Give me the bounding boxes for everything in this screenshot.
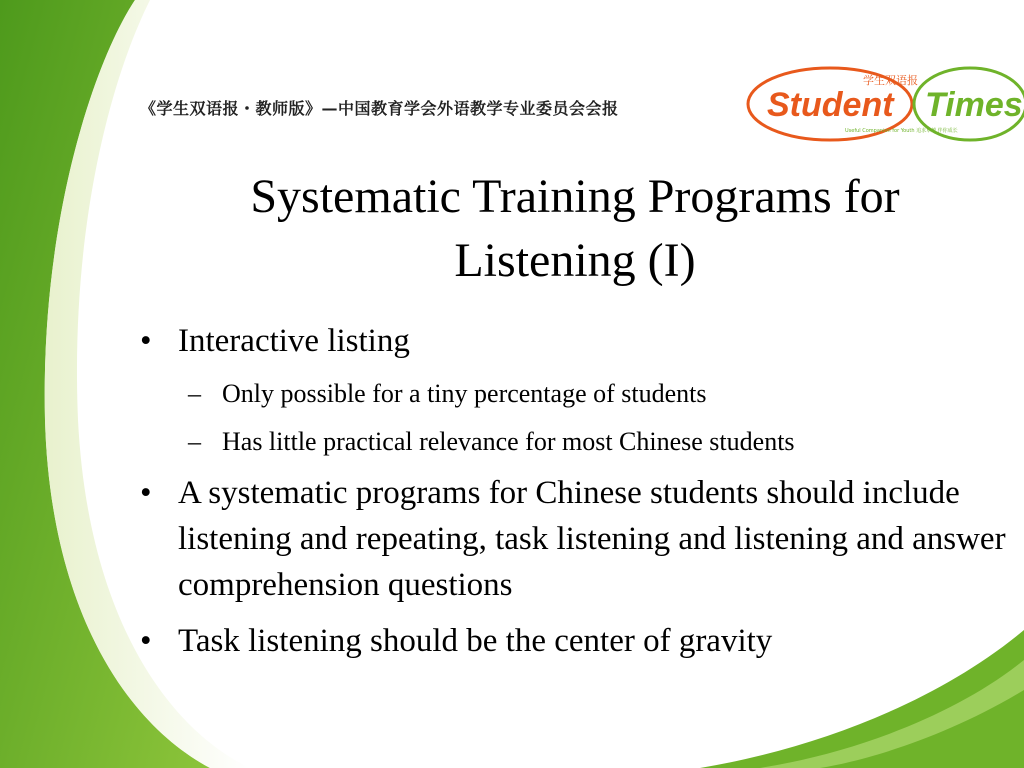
sub-bullet-item (140, 376, 1010, 412)
logo-word-times: Times (925, 86, 1023, 124)
slide-body (140, 318, 1010, 664)
logo-word-student: Student (767, 86, 894, 124)
bullet-item (140, 318, 1010, 364)
slide-title-line1: Systematic Training Programs for (250, 170, 900, 223)
sub-bullet-dash: – (188, 379, 201, 408)
bullet-dot: • (140, 475, 152, 511)
bullet-item (140, 618, 1010, 664)
slide-title (160, 165, 990, 293)
sub-bullet-text: Only possible for a tiny percentage of students (222, 379, 707, 408)
logo-subtitle: Useful Companion for Youth 追求卓越 伴你成长 (845, 128, 958, 134)
bullet-text: A systematic programs for Chinese students should include listening and repeating, task listening and listening and answer comprehension questions (178, 475, 1006, 603)
header-banner-text: 《学生双语报・教师版》—中国教育学会外语教学专业委员会会报 (140, 99, 619, 118)
sub-bullet-text: Has little practical relevance for most Chinese students (222, 427, 795, 456)
bullet-text: Task listening should be the center of gravity (178, 623, 773, 659)
sub-bullet-dash: – (188, 427, 201, 456)
slide-title-line2: Listening (I) (454, 234, 696, 287)
logo-chinese-text: 学生双语报 (863, 74, 918, 87)
sub-bullet-item (140, 424, 1010, 460)
student-times-logo (745, 62, 1024, 142)
bullet-item (140, 470, 1010, 608)
bullet-dot: • (140, 323, 152, 359)
bullet-text: Interactive listing (178, 323, 410, 359)
bullet-dot: • (140, 623, 152, 659)
